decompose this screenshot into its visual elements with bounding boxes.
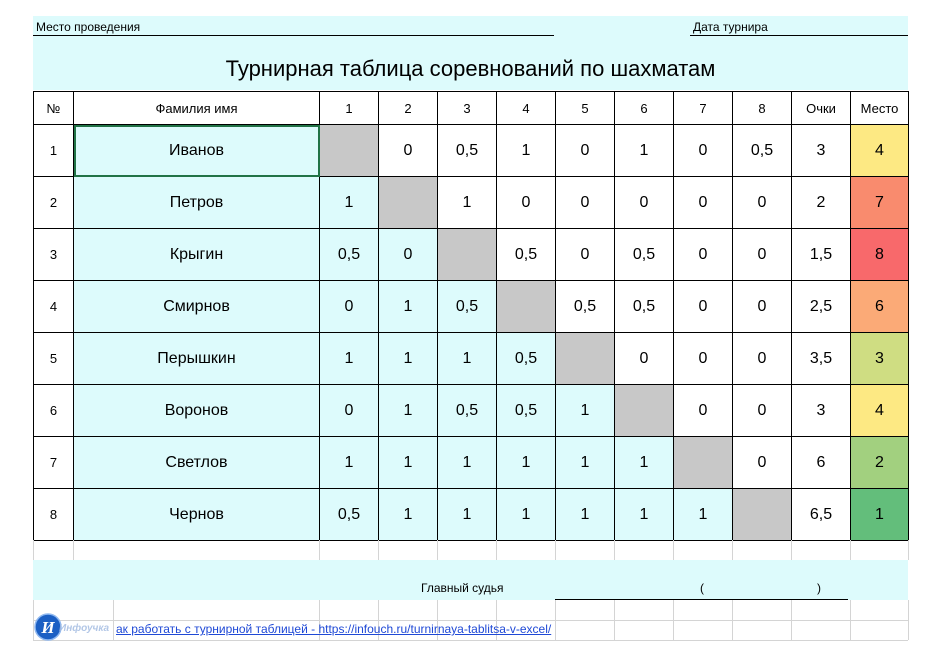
col-header-name[interactable]: Фамилия имя	[74, 92, 320, 125]
paren-close: )	[817, 581, 821, 595]
result-cell[interactable]: 0	[674, 281, 733, 333]
result-cell[interactable]: 1	[615, 489, 674, 541]
blank-row	[33, 540, 908, 560]
result-cell[interactable]: 0,5	[497, 333, 556, 385]
place-cell[interactable]: 7	[851, 177, 909, 229]
result-cell[interactable]: 1	[556, 437, 615, 489]
result-cell[interactable]: 0	[674, 229, 733, 281]
diagonal-cell[interactable]	[379, 177, 438, 229]
result-cell[interactable]: 0	[674, 385, 733, 437]
place-cell[interactable]: 3	[851, 333, 909, 385]
result-cell[interactable]: 1	[379, 489, 438, 541]
result-cell[interactable]: 1	[556, 385, 615, 437]
result-cell[interactable]: 1	[438, 437, 497, 489]
table-row	[34, 177, 909, 229]
venue-label: Место проведения	[36, 20, 141, 34]
col-header-1[interactable]: 1	[320, 92, 379, 125]
place-cell[interactable]: 2	[851, 437, 909, 489]
result-cell[interactable]: 0	[674, 177, 733, 229]
result-cell[interactable]: 0	[733, 333, 792, 385]
result-cell[interactable]: 0	[733, 229, 792, 281]
place-cell[interactable]: 6	[851, 281, 909, 333]
diagonal-cell[interactable]	[438, 229, 497, 281]
result-cell[interactable]: 1	[379, 333, 438, 385]
result-cell[interactable]: 0	[556, 125, 615, 177]
result-cell[interactable]: 0,5	[438, 125, 497, 177]
row-number-cell[interactable]: 6	[34, 385, 74, 437]
result-cell[interactable]: 0	[320, 385, 379, 437]
date-field[interactable]	[690, 35, 908, 36]
points-cell[interactable]: 2,5	[792, 281, 851, 333]
result-cell[interactable]: 0	[556, 177, 615, 229]
points-cell[interactable]: 6	[792, 437, 851, 489]
tutorial-link[interactable]: ак работать с турнирной таблицей - https://infouch.ru/turnirnaya-tablitsa-v-excel/	[116, 622, 552, 636]
row-number-cell[interactable]: 5	[34, 333, 74, 385]
table-row	[34, 125, 909, 177]
result-cell[interactable]: 0,5	[733, 125, 792, 177]
diagonal-cell[interactable]	[556, 333, 615, 385]
player-name-cell[interactable]: Петров	[74, 177, 320, 229]
col-header-8[interactable]: 8	[733, 92, 792, 125]
row-number-cell[interactable]: 1	[34, 125, 74, 177]
diagonal-cell[interactable]	[733, 489, 792, 541]
diagonal-cell[interactable]	[615, 385, 674, 437]
result-cell[interactable]: 1	[379, 281, 438, 333]
col-header-3[interactable]: 3	[438, 92, 497, 125]
col-header-points[interactable]: Очки	[792, 92, 851, 125]
result-cell[interactable]: 1	[497, 489, 556, 541]
result-cell[interactable]: 0	[379, 229, 438, 281]
row-number-cell[interactable]: 8	[34, 489, 74, 541]
row-number-cell[interactable]: 7	[34, 437, 74, 489]
points-cell[interactable]: 2	[792, 177, 851, 229]
result-cell[interactable]: 1	[497, 437, 556, 489]
result-cell[interactable]: 0,5	[615, 229, 674, 281]
col-header-2[interactable]: 2	[379, 92, 438, 125]
infouch-logo	[33, 612, 113, 642]
result-cell[interactable]: 0	[556, 229, 615, 281]
result-cell[interactable]: 1	[556, 489, 615, 541]
table-row	[34, 489, 909, 541]
result-cell[interactable]: 0	[733, 385, 792, 437]
result-cell[interactable]: 1	[379, 437, 438, 489]
result-cell[interactable]: 0,5	[438, 385, 497, 437]
tournament-table	[33, 91, 909, 541]
result-cell[interactable]: 0	[379, 125, 438, 177]
table-row	[34, 281, 909, 333]
col-header-6[interactable]: 6	[615, 92, 674, 125]
diagonal-cell[interactable]	[674, 437, 733, 489]
venue-field[interactable]	[33, 35, 554, 36]
result-cell[interactable]: 0	[733, 177, 792, 229]
header-row	[34, 92, 909, 125]
col-header-place[interactable]: Место	[851, 92, 909, 125]
result-cell[interactable]: 1	[615, 125, 674, 177]
table-row	[34, 437, 909, 489]
result-cell[interactable]: 1	[438, 333, 497, 385]
player-name-cell[interactable]: Светлов	[74, 437, 320, 489]
result-cell[interactable]: 0,5	[320, 489, 379, 541]
result-cell[interactable]: 0,5	[615, 281, 674, 333]
place-cell[interactable]: 1	[851, 489, 909, 541]
row-number-cell[interactable]: 4	[34, 281, 74, 333]
result-cell[interactable]: 0	[320, 281, 379, 333]
row-number-cell[interactable]: 2	[34, 177, 74, 229]
row-number-cell[interactable]: 3	[34, 229, 74, 281]
result-cell[interactable]: 1	[320, 437, 379, 489]
date-label: Дата турнира	[693, 20, 768, 34]
player-name-cell[interactable]: Иванов	[74, 125, 320, 177]
points-cell[interactable]: 3	[792, 385, 851, 437]
result-cell[interactable]: 1	[615, 437, 674, 489]
result-cell[interactable]: 0,5	[320, 229, 379, 281]
col-header-4[interactable]: 4	[497, 92, 556, 125]
col-header-5[interactable]: 5	[556, 92, 615, 125]
points-cell[interactable]: 3	[792, 125, 851, 177]
result-cell[interactable]: 1	[320, 333, 379, 385]
points-cell[interactable]: 3,5	[792, 333, 851, 385]
player-name-cell[interactable]: Чернов	[74, 489, 320, 541]
result-cell[interactable]: 1	[438, 177, 497, 229]
place-cell[interactable]: 4	[851, 385, 909, 437]
result-cell[interactable]: 0,5	[497, 229, 556, 281]
col-header-num[interactable]: №	[34, 92, 74, 125]
judge-label: Главный судья	[421, 581, 504, 595]
table-row	[34, 333, 909, 385]
diagonal-cell[interactable]	[497, 281, 556, 333]
result-cell[interactable]: 0	[733, 281, 792, 333]
result-cell[interactable]: 0,5	[556, 281, 615, 333]
place-cell[interactable]: 8	[851, 229, 909, 281]
svg-text:И: И	[41, 618, 55, 637]
player-name-cell[interactable]: Воронов	[74, 385, 320, 437]
result-cell[interactable]: 0,5	[438, 281, 497, 333]
page-title: Турнирная таблица соревнований по шахматам	[225, 56, 716, 81]
player-name-cell[interactable]: Смирнов	[74, 281, 320, 333]
result-cell[interactable]: 1	[674, 489, 733, 541]
col-header-7[interactable]: 7	[674, 92, 733, 125]
points-cell[interactable]: 6,5	[792, 489, 851, 541]
result-cell[interactable]: 0,5	[497, 385, 556, 437]
result-cell[interactable]: 1	[438, 489, 497, 541]
result-cell[interactable]: 0	[674, 333, 733, 385]
result-cell[interactable]: 1	[497, 125, 556, 177]
result-cell[interactable]: 0	[733, 437, 792, 489]
result-cell[interactable]: 0	[674, 125, 733, 177]
result-cell[interactable]: 0	[615, 333, 674, 385]
table-row	[34, 229, 909, 281]
paren-open: (	[700, 581, 704, 595]
diagonal-cell[interactable]	[320, 125, 379, 177]
points-cell[interactable]: 1,5	[792, 229, 851, 281]
logo-text: Инфоучка	[59, 623, 110, 634]
result-cell[interactable]: 0	[497, 177, 556, 229]
table-row	[34, 385, 909, 437]
result-cell[interactable]: 0	[615, 177, 674, 229]
result-cell[interactable]: 1	[320, 177, 379, 229]
result-cell[interactable]: 1	[379, 385, 438, 437]
player-name-cell[interactable]: Перышкин	[74, 333, 320, 385]
player-name-cell[interactable]: Крыгин	[74, 229, 320, 281]
place-cell[interactable]: 4	[851, 125, 909, 177]
